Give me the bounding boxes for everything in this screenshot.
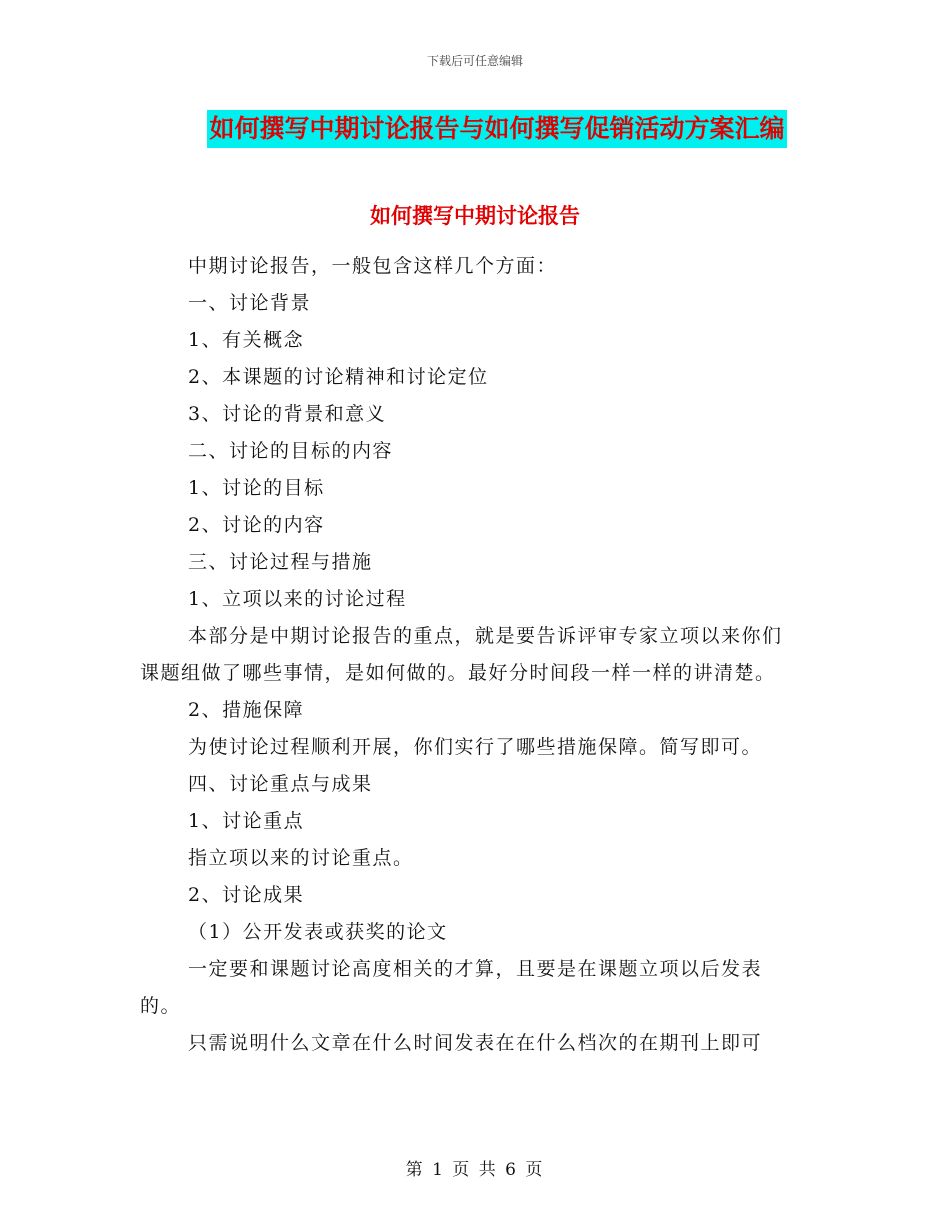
paragraph: 只需说明什么文章在什么时间发表在在什么档次的在期刊上即可: [188, 1032, 763, 1054]
paragraph: 1、讨论的目标: [188, 477, 325, 499]
paragraph: 中期讨论报告，一般包含这样几个方面：: [188, 255, 558, 277]
main-title-container: [0, 110, 950, 148]
paragraph: 1、有关概念: [188, 329, 305, 351]
paragraph: 2、讨论的内容: [188, 514, 325, 536]
page-footer: 第 1 页 共 6 页: [405, 1160, 545, 1180]
paragraph: 一、讨论背景: [188, 292, 312, 314]
paragraph: 2、讨论成果: [188, 884, 305, 906]
paragraph: 本部分是中期讨论报告的重点，就是要告诉评审专家立项以来你们课题组做了哪些事情，是如何做的。最好分时间段一样一样的讲清楚。: [140, 625, 783, 684]
paragraph: 二、讨论的目标的内容: [188, 440, 394, 462]
download-note: 下载后可任意编辑: [426, 54, 523, 68]
paragraph: 一定要和课题讨论高度相关的才算，且要是在课题立项以后发表的。: [140, 958, 763, 1017]
paragraph: 1、立项以来的讨论过程: [188, 588, 407, 610]
main-title: 如何撰写中期讨论报告与如何撰写促销活动方案汇编: [207, 110, 786, 148]
paragraph: 为使讨论过程顺利开展，你们实行了哪些措施保障。简写即可。: [188, 736, 763, 758]
paragraph: 2、本课题的讨论精神和讨论定位: [188, 366, 489, 388]
paragraph: 三、讨论过程与措施: [188, 551, 373, 573]
document-body: [140, 248, 800, 1062]
paragraph: 2、措施保障: [188, 699, 305, 721]
paragraph: 四、讨论重点与成果: [188, 773, 373, 795]
section-title: 如何撰写中期讨论报告: [370, 203, 580, 228]
paragraph: 1、讨论重点: [188, 810, 305, 832]
paragraph: 3、讨论的背景和意义: [188, 403, 387, 425]
paragraph: （1）公开发表或获奖的论文: [188, 921, 448, 943]
paragraph: 指立项以来的讨论重点。: [188, 847, 414, 869]
